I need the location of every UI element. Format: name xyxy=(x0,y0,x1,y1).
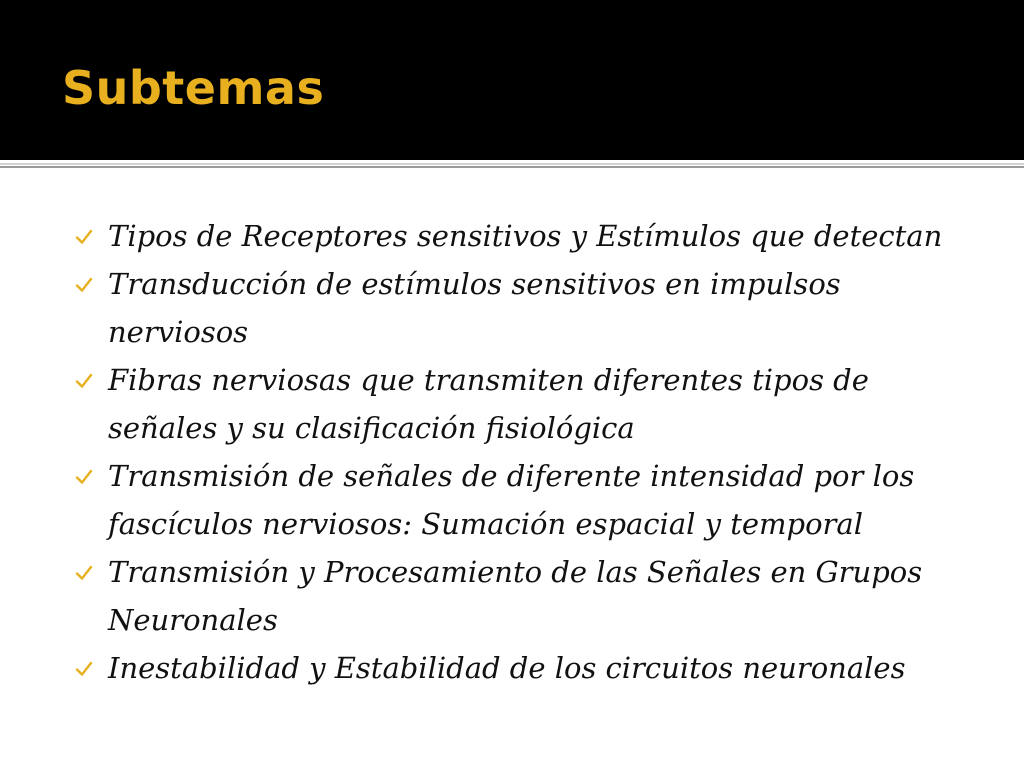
bullet-text: Transmisión y Procesamiento de las Señales en Grupos Neuronales xyxy=(108,555,923,637)
bullet-text: Transmisión de señales de diferente intensidad por los fascículos nerviosos: Sumación espacial y temporal xyxy=(108,459,915,541)
checkmark-icon xyxy=(74,371,94,391)
divider-line-light xyxy=(0,163,1024,165)
bullet-item xyxy=(72,548,972,644)
bullet-text: Fibras nerviosas que transmiten diferentes tipos de señales y su clasificación fisiológica xyxy=(108,363,869,445)
divider-line-dark xyxy=(0,166,1024,168)
bullet-text: Inestabilidad y Estabilidad de los circuitos neuronales xyxy=(108,651,906,685)
bullet-item xyxy=(72,644,972,692)
bullet-text: Transducción de estímulos sensitivos en impulsos nerviosos xyxy=(108,267,841,349)
bullet-item xyxy=(72,260,972,356)
checkmark-icon xyxy=(74,275,94,295)
bullet-list xyxy=(72,212,972,692)
checkmark-icon xyxy=(74,227,94,247)
header-band xyxy=(0,0,1024,160)
checkmark-icon xyxy=(74,563,94,583)
checkmark-icon xyxy=(74,659,94,679)
slide-title: Subtemas xyxy=(62,61,325,115)
checkmark-icon xyxy=(74,467,94,487)
bullet-item xyxy=(72,452,972,548)
bullet-item xyxy=(72,212,972,260)
bullet-text: Tipos de Receptores sensitivos y Estímulos que detectan xyxy=(108,219,943,253)
bullet-item xyxy=(72,356,972,452)
